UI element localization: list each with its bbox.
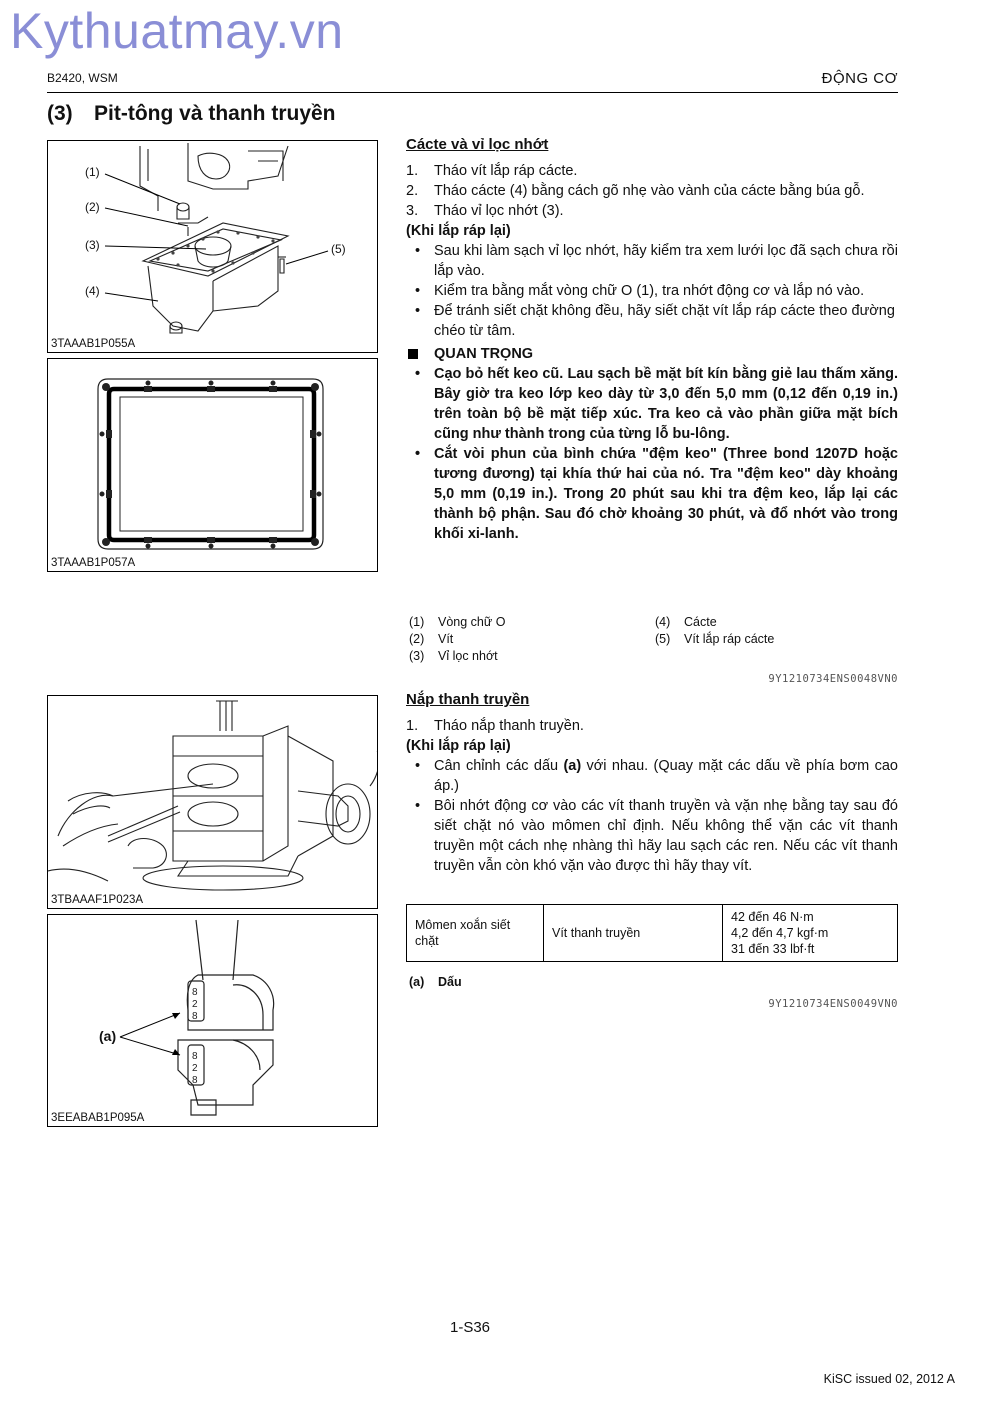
callout-a: (a) — [99, 1028, 117, 1044]
header-chapter: ĐỘNG CƠ — [821, 70, 898, 87]
oil-pan-step-2: 2. Tháo cácte (4) bằng cách gõ nhẹ vào vành của cácte bằng búa gỗ. — [406, 183, 865, 199]
figure-rod-marks — [47, 914, 378, 1127]
header-model: B2420, WSM — [47, 71, 118, 85]
callout-2: (2) — [85, 200, 100, 214]
oil-pan-flange-drawing — [48, 359, 377, 571]
legend-value: Vít lắp ráp cácte — [684, 632, 775, 646]
svg-text:2: 2 — [192, 999, 198, 1010]
legend-key: (a) — [409, 975, 425, 989]
legend-key: (2) — [409, 632, 425, 646]
legend-value: Cácte — [684, 615, 717, 629]
engine-block-drawing — [48, 696, 377, 908]
legend-key: (3) — [409, 649, 425, 663]
callout-4: (4) — [85, 284, 100, 298]
rod-cap-legend — [406, 974, 606, 991]
callout-3: (3) — [85, 238, 100, 252]
legend-value: Dấu — [438, 975, 462, 989]
watermark-text: Kythuatmay.vn — [10, 3, 344, 59]
torque-label-cell: Mômen xoắn siết chặt — [407, 905, 544, 962]
important-bullet-1: • Cạo bỏ hết keo cũ. Lau sạch bề mặt bít kín bằng giẻ lau thấm xăng. Bây giờ tra keo lớp keo dày từ 3,0 đến 5,0 mm (0,12 đến 0,19 in.) trên toàn bộ bề mặt tiếp xúc. Tra keo cả vào phần giữa mặt bích cũng như thành trong của từng lỗ bu-lông. — [415, 366, 898, 442]
oil-pan-bullet-3: • Để tránh siết chặt không đều, hãy siết chặt vít lắp ráp cácte theo đường chéo từ tâm. — [415, 303, 895, 339]
oil-pan-step-1: 1. Tháo vít lắp ráp cácte. — [406, 163, 578, 179]
legend-key: (4) — [655, 615, 671, 629]
important-heading: QUAN TRỌNG — [406, 344, 898, 364]
rod-cap-doc-id: 9Y1210734ENS0049VN0 — [768, 998, 898, 1010]
important-bullet-2: • Cắt vòi phun của bình chứa "đệm keo" (Three bond 1207D hoặc tương đương) tại khía thứ hai của nó. Tra "đệm keo" dày khoảng 5,0 mm (0,19 in.). Trong 20 phút sau khi tra đệm keo, lắp lại các thành bộ phận. Sau đó chờ khoảng 30 phút, và đổ nhớt vào trong khối xi-lanh. — [415, 446, 898, 542]
rod-cap-step-1: 1. Tháo nắp thanh truyền. — [406, 718, 584, 734]
figure-code: 3TBAAAF1P023A — [51, 894, 144, 906]
legend-value: Vòng chữ O — [438, 615, 506, 629]
square-icon — [408, 349, 418, 359]
legend-key: (5) — [655, 632, 671, 646]
issue-note: KiSC issued 02, 2012 A — [823, 1372, 955, 1386]
oil-pan-section — [406, 135, 898, 544]
torque-values-cell: 42 đến 46 N·m 4,2 đến 4,7 kgf·m 31 đến 33 lbf·ft — [723, 905, 898, 962]
figure-sealant-pattern — [47, 358, 378, 572]
figure-code: 3EEABAB1P095A — [51, 1112, 145, 1124]
section-title-text: Pit-tông và thanh truyền — [94, 102, 336, 125]
table-row — [407, 905, 898, 962]
svg-text:2: 2 — [192, 1063, 198, 1074]
oil-pan-heading: Cácte và vỉ lọc nhớt — [406, 136, 549, 153]
rod-cap-bullet-1: • Cân chỉnh các dấu (a) với nhau. (Quay mặt các dấu về phía bơm cao áp.) — [415, 758, 898, 794]
svg-text:8: 8 — [192, 1011, 198, 1022]
legend-key: (1) — [409, 615, 425, 629]
figure-code: 3TAAAB1P057A — [51, 557, 136, 569]
callout-5: (5) — [331, 242, 346, 256]
callout-1: (1) — [85, 165, 100, 179]
svg-text:8: 8 — [192, 987, 198, 998]
rod-cap-section — [406, 690, 898, 876]
figure-code: 3TAAAB1P055A — [51, 338, 136, 350]
connecting-rod-drawing — [48, 915, 377, 1126]
section-number: (3) — [47, 102, 73, 125]
torque-item-cell: Vít thanh truyền — [544, 905, 723, 962]
oil-pan-reassembly-heading: (Khi lắp ráp lại) — [406, 223, 511, 239]
svg-text:8: 8 — [192, 1075, 198, 1086]
oil-pan-bullet-1: • Sau khi làm sạch vỉ lọc nhớt, hãy kiểm tra xem lưới lọc đã sạch chưa rồi lắp vào. — [415, 243, 898, 279]
oil-pan-doc-id: 9Y1210734ENS0048VN0 — [768, 673, 898, 685]
legend-value: Vít — [438, 632, 454, 646]
oil-pan-step-3: 3. Tháo vỉ lọc nhớt (3). — [406, 203, 564, 219]
rod-cap-reassembly-heading: (Khi lắp ráp lại) — [406, 738, 511, 754]
svg-text:8: 8 — [192, 1051, 198, 1062]
figure-rod-cap-removal — [47, 695, 378, 909]
page-number: 1-S36 — [450, 1319, 491, 1336]
oil-pan-legend — [406, 614, 898, 670]
torque-table — [406, 904, 898, 962]
oil-pan-bullet-2: • Kiểm tra bằng mắt vòng chữ O (1), tra nhớt động cơ và lắp nó vào. — [415, 283, 865, 299]
rod-cap-heading: Nắp thanh truyền — [406, 691, 530, 708]
legend-value: Vỉ lọc nhớt — [438, 649, 498, 663]
rod-cap-bullet-2: • Bôi nhớt động cơ vào các vít thanh truyền và vặn nhẹ bằng tay sau đó siết chặt nó vào mômen chỉ định. Nếu không thể vặn các vít thanh truyền một cách nhẹ nhàng thì hãy lau sạch các ren. Nếu các vít thanh truyền vẫn còn khó vặn vào được thì hãy thay vít. — [415, 798, 898, 874]
figure-oil-pan-exploded — [47, 140, 378, 353]
section-title — [47, 102, 336, 126]
header-rule — [47, 92, 898, 93]
